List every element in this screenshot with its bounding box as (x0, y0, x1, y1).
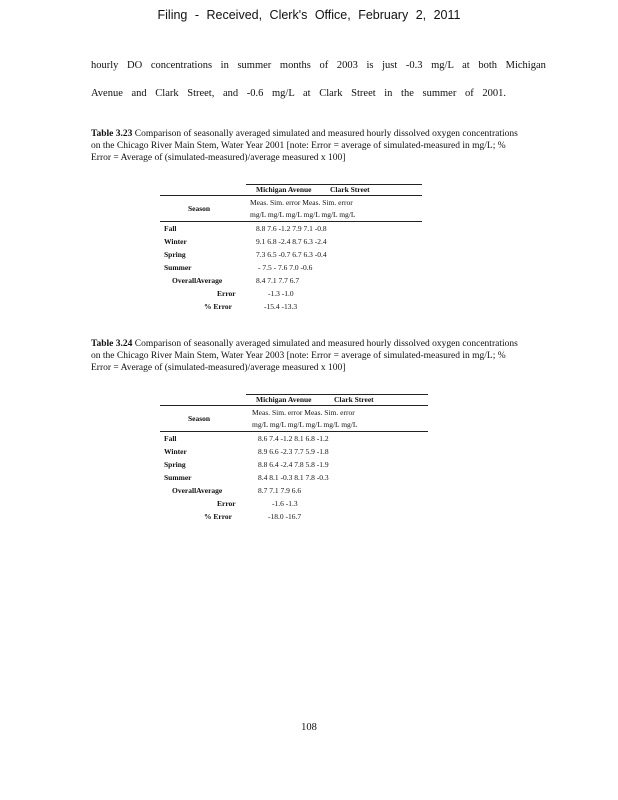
table1-row-values: 8.4 7.1 7.7 6.7 (256, 276, 300, 285)
table2-row-values: 8.9 6.6 -2.3 7.7 5.9 -1.8 (258, 447, 329, 456)
table2-header-rule (160, 431, 428, 432)
table2-unit-labels: mg/L mg/L mg/L mg/L mg/L mg/L (252, 420, 358, 429)
table2-row-label: Spring (164, 460, 186, 469)
table2-row-values: -18.0 -16.7 (268, 512, 302, 521)
table1-group1: Michigan Avenue (256, 185, 312, 194)
table1-unit-labels: mg/L mg/L mg/L mg/L mg/L mg/L (250, 210, 356, 219)
table1-row-values: 7.3 6.5 -0.7 6.7 6.3 -0.4 (256, 250, 327, 259)
table2-row-label: Error (217, 499, 236, 508)
table2-row-label: % Error (204, 512, 232, 521)
table2-season-header: Season (188, 414, 211, 423)
table1-row-values: - 7.5 - 7.6 7.0 -0.6 (258, 263, 313, 272)
table1-season-header: Season (188, 204, 211, 213)
table1-caption-text: Comparison of seasonally averaged simulated and measured hourly dissolved oxygen concentrations on the Chicago River Main Stem, Water Year 2001 [note: Error = average of simulated-measured in mg/L; % Error = Average of (simulated-measured)/average measured x 100] (91, 129, 518, 163)
page-number: 108 (301, 722, 317, 733)
table2 (160, 390, 428, 525)
table2-group2: Clark Street (334, 395, 374, 404)
table1-row-values: 9.1 6.8 -2.4 8.7 6.3 -2.4 (256, 237, 327, 246)
table1-label: Table 3.23 (91, 129, 133, 139)
table2-row-values: 8.8 6.4 -2.4 7.8 5.8 -1.9 (258, 460, 329, 469)
table1-row-values: -1.3 -1.0 (268, 289, 294, 298)
table1 (160, 180, 422, 315)
table1-row-label: Error (217, 289, 236, 298)
table2-row-label: Winter (164, 447, 187, 456)
table2-col-labels: Meas. Sim. error Meas. Sim. error (252, 408, 355, 417)
table1-row-values: -15.4 -13.3 (264, 302, 298, 311)
table2-label: Table 3.24 (91, 339, 133, 349)
table2-row-label: Fall (164, 434, 177, 443)
table1-group2: Clark Street (330, 185, 370, 194)
intro-line-1: hourly DO concentrations in summer months of 2003 is just -0.3 mg/L at both Michigan (91, 60, 546, 71)
table1-row-label: % Error (204, 302, 232, 311)
table1-row-label: Fall (164, 224, 177, 233)
table2-row-values: 8.7 7.1 7.9 6.6 (258, 486, 302, 495)
table1-row-values: 8.8 7.6 -1.2 7.9 7.1 -0.8 (256, 224, 327, 233)
table2-row-values: 8.4 8.1 -0.3 8.1 7.8 -0.3 (258, 473, 329, 482)
table2-row-values: 8.6 7.4 -1.2 8.1 6.8 -1.2 (258, 434, 329, 443)
table2-caption-text: Comparison of seasonally averaged simulated and measured hourly dissolved oxygen concentrations on the Chicago River Main Stem, Water Year 2003 [note: Error = average of simulated-measured in mg/L; % Error = Average of (simulated-measured)/average measured x 100] (91, 339, 518, 373)
table2-row-label: Summer (164, 473, 192, 482)
table2-row-values: -1.6 -1.3 (272, 499, 298, 508)
table2-group1: Michigan Avenue (256, 395, 312, 404)
table1-header-rule (160, 221, 422, 222)
table2-row-label: OverallAverage (172, 486, 223, 495)
intro-line-2: Avenue and Clark Street, and -0.6 mg/L at Clark Street in the summer of 2001. (91, 88, 506, 99)
table2-caption (91, 338, 521, 374)
filing-header: Filing - Received, Clerk's Office, February 2, 2011 (157, 8, 461, 22)
table2-group-rule (160, 405, 428, 406)
table1-col-labels: Meas. Sim. error Meas. Sim. error (250, 198, 353, 207)
table1-row-label: Winter (164, 237, 187, 246)
table1-row-label: Spring (164, 250, 186, 259)
table1-group-rule (160, 195, 422, 196)
table1-row-label: Summer (164, 263, 192, 272)
table1-row-label: OverallAverage (172, 276, 223, 285)
table1-caption (91, 128, 521, 164)
